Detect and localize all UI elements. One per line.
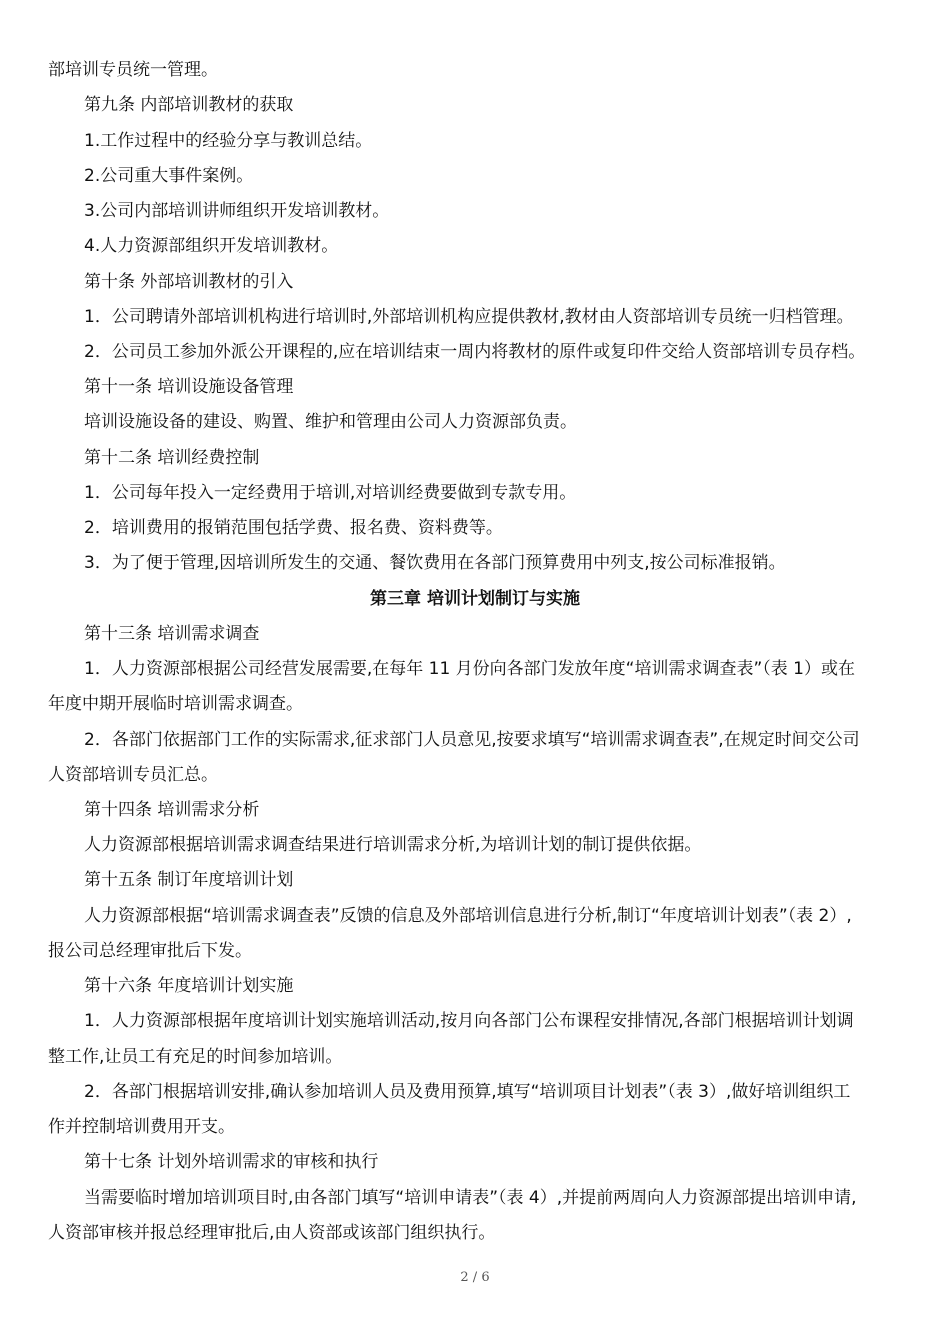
article-heading: 第十条 外部培训教材的引入	[84, 272, 294, 292]
article-heading: 第十四条 培训需求分析	[84, 800, 260, 820]
text-line: 1．人力资源部根据年度培训计划实施培训活动,按月向各部门公布课程安排情况,各部门根据培训计划调	[84, 1011, 854, 1031]
text-line: 报公司总经理审批后下发。	[48, 941, 252, 961]
text-line: 1．公司每年投入一定经费用于培训,对培训经费要做到专款专用。	[84, 483, 577, 503]
text-line: 作并控制培训费用开支。	[48, 1117, 235, 1137]
text-line: 2．各部门根据培训安排,确认参加培训人员及费用预算,填写“培训项目计划表”（表 3）,做好培训组织工	[84, 1082, 851, 1102]
text-line: 整工作,让员工有充足的时间参加培训。	[48, 1047, 343, 1067]
text-line: 2．公司员工参加外派公开课程的,应在培训结束一周内将教材的原件或复印件交给人资部培训专员存档。	[84, 342, 866, 362]
article-heading: 第十二条 培训经费控制	[84, 448, 260, 468]
text-line: 2．各部门依据部门工作的实际需求,征求部门人员意见,按要求填写“培训需求调查表”,在规定时间交公司	[84, 730, 860, 750]
text-line: 1．公司聘请外部培训机构进行培训时,外部培训机构应提供教材,教材由人资部培训专员统一归档管理。	[84, 307, 854, 327]
text-line: 当需要临时增加培训项目时,由各部门填写“培训申请表”（表 4）,并提前两周向人力资源部提出培训申请,	[84, 1188, 857, 1208]
text-line: 人资部审核并报总经理审批后,由人资部或该部门组织执行。	[48, 1223, 496, 1243]
text-line: 人力资源部根据培训需求调查结果进行培训需求分析,为培训计划的制订提供依据。	[84, 835, 702, 855]
text-line: 3．为了便于管理,因培训所发生的交通、餐饮费用在各部门预算费用中列支,按公司标准报销。	[84, 553, 786, 573]
text-line: 1．人力资源部根据公司经营发展需要,在每年 11 月份向各部门发放年度“培训需求调查表”（表 1）或在	[84, 659, 855, 679]
page-number: 2 / 6	[460, 1270, 490, 1285]
text-line: 培训设施设备的建设、购置、维护和管理由公司人力资源部负责。	[84, 412, 577, 432]
article-heading: 第十一条 培训设施设备管理	[84, 377, 294, 397]
text-line: 年度中期开展临时培训需求调查。	[48, 694, 303, 714]
article-heading: 第十七条 计划外培训需求的审核和执行	[84, 1152, 379, 1172]
text-line: 2.公司重大事件案例。	[84, 166, 254, 186]
article-heading: 第十三条 培训需求调查	[84, 624, 260, 644]
text-line: 人力资源部根据“培训需求调查表”反馈的信息及外部培训信息进行分析,制订“年度培训计划表”（表 2）,	[84, 906, 852, 926]
text-line: 部培训专员统一管理。	[48, 60, 218, 80]
article-heading: 第十五条 制订年度培训计划	[84, 870, 294, 890]
chapter-heading: 第三章 培训计划制订与实施	[370, 589, 580, 609]
text-line: 3.公司内部培训讲师组织开发培训教材。	[84, 201, 390, 221]
text-line: 1.工作过程中的经验分享与教训总结。	[84, 131, 373, 151]
article-heading: 第九条 内部培训教材的获取	[84, 95, 294, 115]
text-line: 人资部培训专员汇总。	[48, 765, 218, 785]
text-line: 4.人力资源部组织开发培训教材。	[84, 236, 339, 256]
article-heading: 第十六条 年度培训计划实施	[84, 976, 294, 996]
text-line: 2．培训费用的报销范围包括学费、报名费、资料费等。	[84, 518, 503, 538]
